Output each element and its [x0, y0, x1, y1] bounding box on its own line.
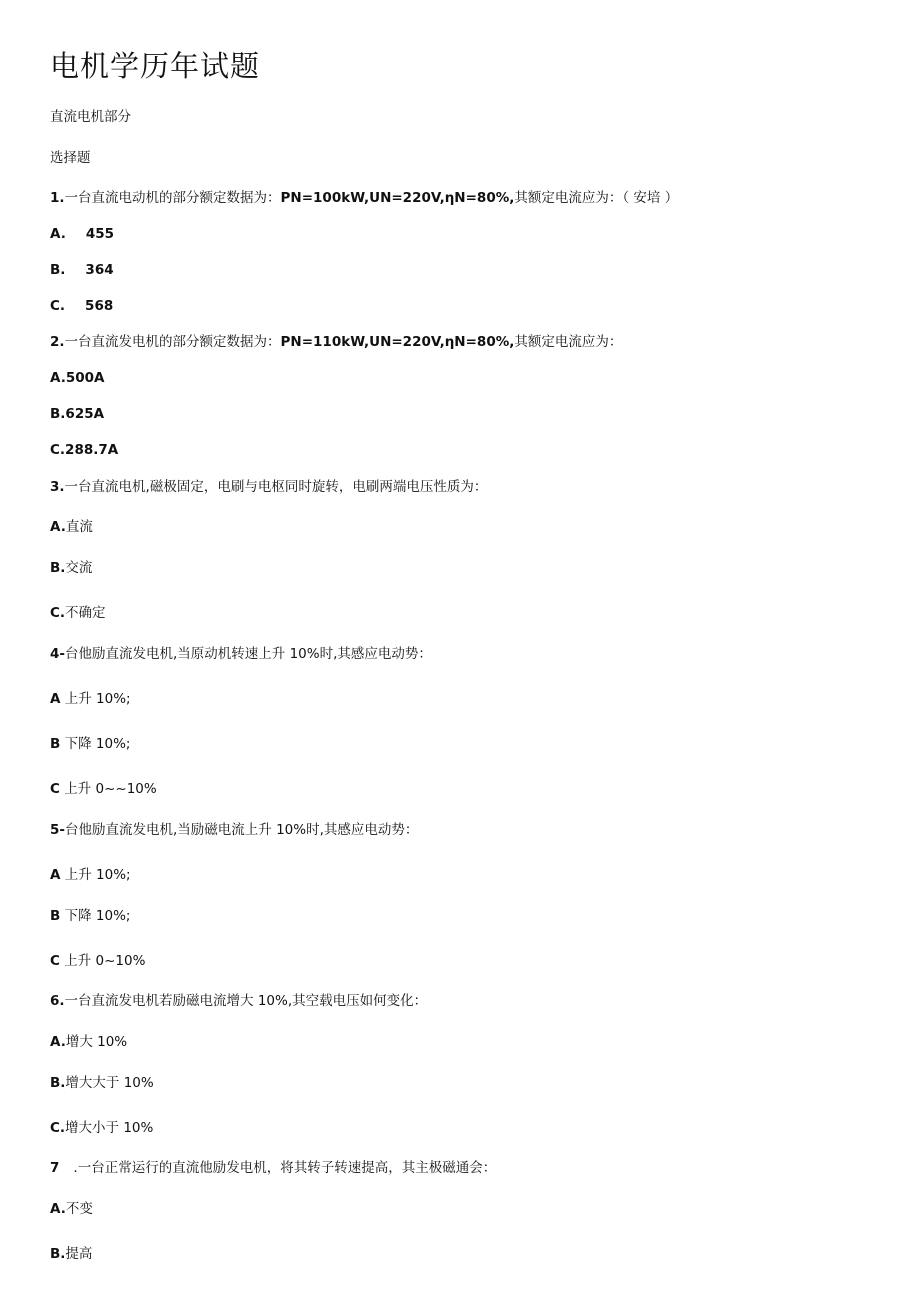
question-number: 7	[50, 1160, 60, 1176]
option-5c: C 上升 0~10%	[50, 953, 146, 969]
question-text: .一台正常运行的直流他励发电机，将其转子转速提高，其主极磁通会：	[73, 1160, 497, 1176]
question-3	[50, 478, 487, 496]
option-2c: C.288.7A	[50, 442, 119, 458]
question-text: 一台直流发电机若励磁电流增大 10%,其空载电压如何变化：	[64, 993, 428, 1009]
option-1a: A. 455	[50, 226, 115, 242]
option-4c: C 上升 0~~10%	[50, 781, 157, 797]
question-5	[50, 821, 418, 839]
question-text: 一台直流发电机的部分额定数据为：	[64, 334, 281, 350]
option-2a: A.500A	[50, 370, 105, 386]
question-text: 一台直流电机,磁极固定，电刷与电枢同时旋转，电刷两端电压性质为：	[64, 479, 488, 495]
option-5b: B 下降 10%;	[50, 908, 131, 924]
option-3b: B.交流	[50, 560, 93, 576]
option-1b: B. 364	[50, 262, 114, 278]
option-7b: B.提高	[50, 1246, 93, 1262]
option-3a: A.直流	[50, 519, 93, 535]
page-title: 电机学历年试题	[50, 49, 261, 83]
question-number: 3.	[50, 479, 65, 495]
option-6a: A.增大 10%	[50, 1034, 128, 1050]
question-4	[50, 645, 432, 663]
option-3c: C.不确定	[50, 605, 106, 621]
subsection-heading: 选择题	[50, 150, 91, 166]
question-text: 一台直流电动机的部分额定数据为：	[64, 190, 281, 206]
question-text: 台他励直流发电机,当励磁电流上升 10%时,其感应电动势：	[65, 822, 419, 838]
option-6b: B.增大大于 10%	[50, 1075, 154, 1091]
section-heading: 直流电机部分	[50, 109, 131, 125]
question-params: PN=100kW,UN=220V,ηN=80%,	[280, 190, 515, 206]
option-4a: A 上升 10%;	[50, 691, 131, 707]
option-4b: B 下降 10%;	[50, 736, 131, 752]
question-number: 6.	[50, 993, 65, 1009]
question-number: 4-	[50, 646, 65, 662]
question-7	[50, 1159, 496, 1177]
question-text-tail: 其额定电流应为：（ 安培 ）	[514, 190, 679, 206]
question-number: 5-	[50, 822, 65, 838]
question-number: 1.	[50, 190, 65, 206]
option-6c: C.增大小于 10%	[50, 1120, 154, 1136]
option-5a: A 上升 10%;	[50, 867, 131, 883]
question-1	[50, 189, 678, 207]
question-text: 台他励直流发电机,当原动机转速上升 10%时,其感应电动势：	[65, 646, 432, 662]
option-2b: B.625A	[50, 406, 105, 422]
option-1c: C. 568	[50, 298, 114, 314]
option-7a: A.不变	[50, 1201, 93, 1217]
question-params: PN=110kW,UN=220V,ηN=80%,	[280, 334, 515, 350]
question-2	[50, 333, 622, 351]
question-number: 2.	[50, 334, 65, 350]
question-text-tail: 其额定电流应为：	[514, 334, 623, 350]
question-6	[50, 992, 427, 1010]
